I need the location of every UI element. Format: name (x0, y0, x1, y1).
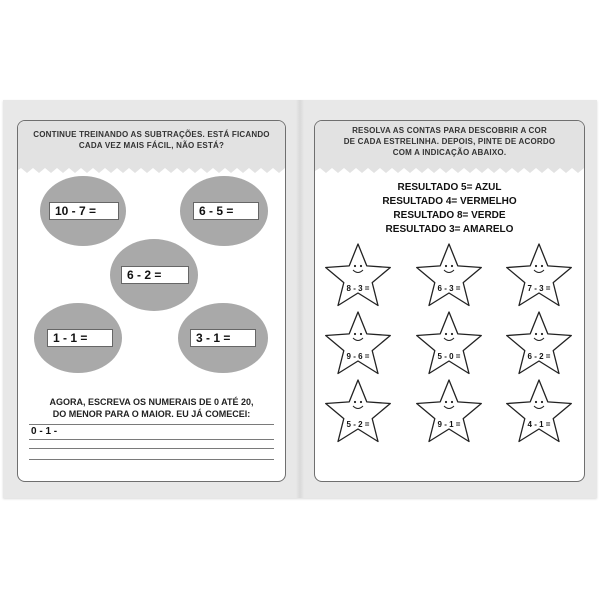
star-3[interactable] (502, 241, 576, 313)
star-shape-icon (502, 309, 576, 381)
equation-box-5: 3 - 1 = (190, 329, 256, 347)
star-8-equation: 9 - 1 = (437, 420, 461, 429)
star-shape-icon (321, 377, 395, 449)
left-instruction (18, 129, 285, 151)
left-page (17, 120, 286, 482)
color-legend (315, 181, 584, 237)
result-red: RESULTADO 4= VERMELHO (382, 196, 517, 207)
equation-box-1: 10 - 7 = (49, 202, 119, 220)
numerals-start: 0 - 1 - (31, 426, 58, 437)
star-5-equation: 5 - 0 = (437, 352, 461, 361)
star-shape-icon (412, 377, 486, 449)
star-8[interactable] (412, 377, 486, 449)
star-5[interactable] (412, 309, 486, 381)
result-blue: RESULTADO 5= AZUL (397, 182, 502, 193)
star-1-equation: 8 - 3 = (346, 284, 370, 293)
right-instruction-line-2: DE CADA ESTRELINHA. DEPOIS, PINTE DE ACORDO (343, 137, 556, 146)
star-2[interactable] (412, 241, 486, 313)
right-page (314, 120, 585, 482)
equation-box-3: 6 - 2 = (121, 266, 189, 284)
star-shape-icon (321, 241, 395, 313)
result-green: RESULTADO 8= VERDE (393, 210, 506, 221)
star-9-equation: 4 - 1 = (527, 420, 551, 429)
left-instruction-line-1: CONTINUE TREINANDO AS SUBTRAÇÕES. ESTÁ FICANDO (33, 130, 270, 139)
numerals-instruction-line-1: AGORA, ESCREVA OS NUMERAIS DE 0 ATÉ 20, (49, 397, 254, 407)
left-instruction-line-2: CADA VEZ MAIS FÁCIL, NÃO ESTÁ? (78, 141, 225, 150)
right-instruction (315, 125, 584, 158)
writing-line-1 (29, 424, 274, 425)
star-1[interactable] (321, 241, 395, 313)
left-header-zigzag (18, 165, 285, 173)
result-yellow: RESULTADO 3= AMARELO (385, 224, 514, 235)
star-7[interactable] (321, 377, 395, 449)
right-instruction-line-3: COM A INDICAÇÃO ABAIXO. (392, 148, 507, 157)
numerals-instruction-line-2: DO MENOR PARA O MAIOR. EU JÁ COMECEI: (52, 409, 251, 419)
star-7-equation: 5 - 2 = (346, 420, 370, 429)
star-6-equation: 6 - 2 = (527, 352, 551, 361)
star-shape-icon (502, 377, 576, 449)
star-4-equation: 9 - 6 = (346, 352, 370, 361)
star-2-equation: 6 - 3 = (437, 284, 461, 293)
numerals-instruction (18, 396, 285, 420)
right-instruction-line-1: RESOLVA AS CONTAS PARA DESCOBRIR A COR (352, 126, 547, 135)
star-4[interactable] (321, 309, 395, 381)
equation-box-4: 1 - 1 = (47, 329, 113, 347)
book-gutter (296, 100, 304, 498)
star-shape-icon (321, 309, 395, 381)
writing-line-4 (29, 459, 274, 460)
star-shape-icon (412, 241, 486, 313)
equation-box-2: 6 - 5 = (193, 202, 259, 220)
star-shape-icon (502, 241, 576, 313)
right-header-zigzag (315, 165, 584, 173)
star-shape-icon (412, 309, 486, 381)
star-9[interactable] (502, 377, 576, 449)
star-3-equation: 7 - 3 = (527, 284, 551, 293)
star-6[interactable] (502, 309, 576, 381)
writing-line-3 (29, 448, 274, 449)
writing-line-2 (29, 439, 274, 440)
